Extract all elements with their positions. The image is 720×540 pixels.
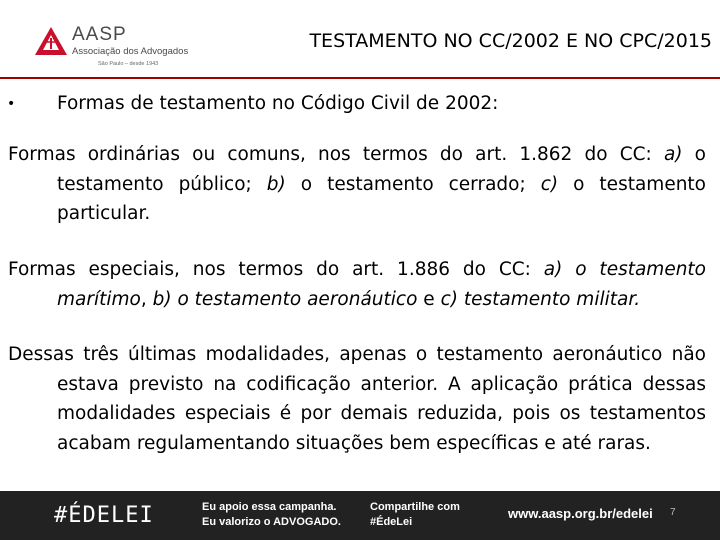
bullet-marker: •	[7, 96, 16, 112]
share-line-1: Compartilhe com	[370, 501, 460, 513]
item-text-b: o testamento cerrado;	[285, 173, 541, 195]
paragraph-remarks: Dessas três últimas modalidades, apenas o testamento aeronáutico não estava previsto na codificação anterior. A aplicação prática dessas modalidades especiais é por demais reduzida, pois os testamentos acabam regulamentando situações bem específicas e até raras.	[8, 344, 706, 454]
paragraph-intro: Formas ordinárias ou comuns, nos termos do art. 1.862 do CC:	[8, 144, 664, 165]
paragraph-intro: Formas especiais, nos termos do art. 1.886 do CC:	[8, 259, 544, 280]
logo-subtitle: Associação dos Advogados	[72, 46, 189, 57]
item-label-a: a)	[663, 144, 683, 165]
aasp-logo	[34, 24, 194, 74]
separator: e	[417, 288, 441, 310]
item-text-a: o testamento público;	[57, 144, 706, 195]
campaign-footer-banner	[0, 491, 720, 540]
item-label-b: b)	[266, 173, 286, 195]
title-divider	[0, 77, 720, 79]
aasp-logo-icon	[34, 26, 68, 56]
paragraph-ordinary-forms	[8, 140, 706, 229]
campaign-url: www.aasp.org.br/edelei	[508, 506, 653, 521]
item-aeronautical: b) o testamento aeronáutico	[152, 288, 418, 310]
page-number: 7	[670, 507, 676, 518]
item-maritime: a) o testamento marítimo	[57, 259, 707, 310]
share-line-2: #ÉdeLei	[370, 516, 413, 528]
separator: ,	[140, 288, 153, 310]
item-text-c: o testamento particular.	[57, 173, 706, 224]
campaign-hashtag: #ÉDELEI	[54, 503, 154, 528]
campaign-line-1: Eu apoio essa campanha.	[202, 501, 337, 513]
item-label-c: c)	[540, 173, 559, 195]
campaign-line-2: Eu valorizo o ADVOGADO.	[202, 516, 341, 528]
logo-since: São Paulo – desde 1943	[98, 61, 159, 67]
bullet-text: Formas de testamento no Código Civil de 2002:	[57, 93, 499, 114]
bullet-item	[0, 92, 720, 118]
item-military: c) testamento militar.	[440, 288, 641, 310]
paragraph-special-forms	[8, 255, 706, 314]
slide-title: TESTAMENTO NO CC/2002 E NO CPC/2015	[309, 30, 712, 52]
logo-name: AASP	[72, 24, 127, 45]
